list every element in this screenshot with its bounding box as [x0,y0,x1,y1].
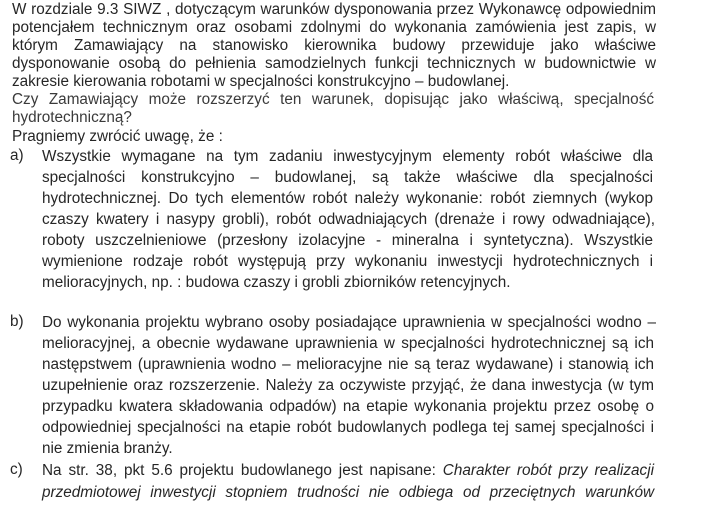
quoted-text-line: przedmiotowej inwestycji stopniem trudności nie odbiega od przeciętnych warunków [42,484,654,501]
list-item-line: nie zmienia branży. [42,440,173,457]
list-item-line: roboty uszczelnieniowe (przesłony izolacyjne - mineralna i syntetyczna). Wszystkie [42,232,653,249]
list-marker-a: a) [10,147,24,164]
question-line: hydrotechniczną? [12,109,132,126]
list-item-line: specjalności konstrukcyjno – budowlanej, są także właściwe dla specjalności [42,169,653,186]
list-item-line: przypadku kwatera składowania odpadów) na etapie wykonania projektu przez osobę o [42,398,654,415]
question-line: Czy Zamawiający może rozszerzyć ten warunek, dopisując jako właściwą, specjalność [12,91,654,108]
list-item-line: wymienione rodzaje robót występują przy wykonaniu inwestycji hydrotechnicznych i [42,253,653,270]
list-item-text: Na str. 38, pkt 5.6 projektu budowlanego jest napisane: [42,462,443,479]
list-marker-c: c) [10,461,23,478]
list-item-line: melioracyjnej, a obecnie wydawane uprawnienia w specjalności hydrotechnicznej są ich [42,335,654,352]
list-marker-b: b) [10,313,24,330]
list-item-line: Wszystkie wymagane na tym zadaniu inwestycyjnym elementy robót właściwe dla [42,148,653,165]
list-item-line: melioracyjnych, np. : budowa czaszy i grobli zbiorników retencyjnych. [42,274,511,291]
intro-line: W rozdziale 9.3 SIWZ , dotyczącym warunków dysponowania przez Wykonawcę odpowiednim [12,1,656,18]
list-item-line: czaszy kwatery i nasypy grobli), robót odwadniających (drenaże i rowy odwadniające), [42,211,655,228]
list-item-line [42,461,654,480]
intro-line: potencjałem technicznym oraz osobami zdolnymi do wykonania zamówienia jest zapis, w [12,19,656,36]
intro-line: zakresie kierowania robotami w specjalności konstrukcyjno – budowlanej. [12,73,510,90]
list-item-line: hydrotechnicznej. Do tych elementów robót należy wykonanie: robót ziemnych (wykop [42,190,653,207]
quoted-text: Charakter robót przy realizacji [442,462,655,479]
list-item-line: Do wykonania projektu wybrano osoby posiadające uprawnienia w specjalności wodno – [42,314,656,331]
list-item-line: uzupełnienie oraz rozszerzenie. Należy za oczywiste przyjąć, że dana inwestycja (w tym [42,377,654,394]
intro-line: dysponowanie osobą do pełnienia samodzielnych funkcji technicznych w budownictwie w [12,55,656,72]
list-item-line: następstwem (uprawnienia wodno – melioracyjne nie są teraz wydawane) i stanowią ich [42,356,654,373]
intro-line: którym Zamawiający na stanowisko kierownika budowy przewiduje jako właściwe [12,37,656,54]
note-heading: Pragniemy zwrócić uwagę, że : [12,128,223,145]
list-item-line: odpowiedniej specjalności na etapie robót budowlanych podlega tej samej specjalności i [42,419,654,436]
